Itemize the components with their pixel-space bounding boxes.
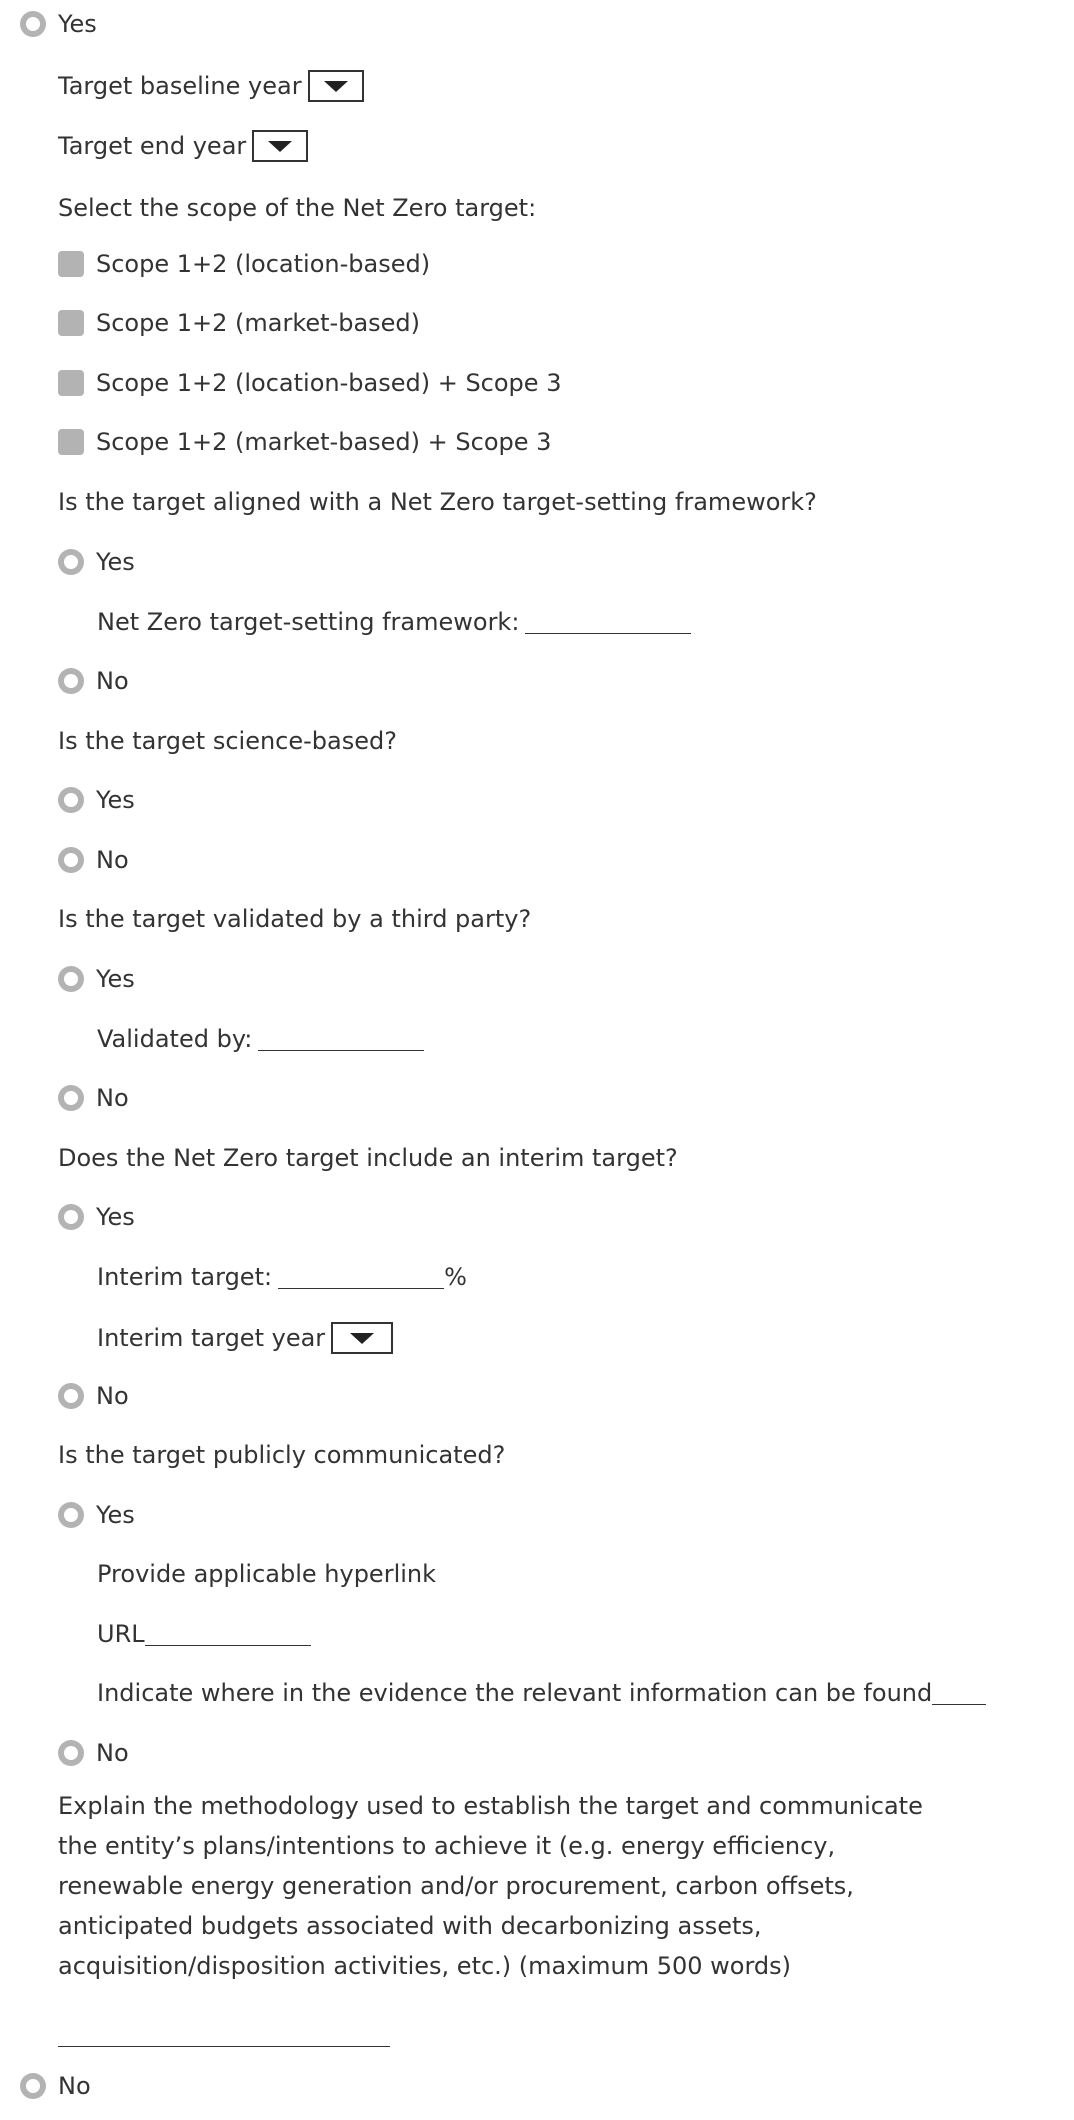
validated-no-label: No	[96, 1084, 129, 1112]
validated-field-row	[97, 1025, 424, 1053]
science-yes-radio[interactable]	[58, 787, 84, 813]
evidence-input[interactable]	[932, 1682, 986, 1705]
validated-no-option[interactable]	[58, 1084, 129, 1112]
hyperlink-label: Provide applicable hyperlink	[97, 1560, 437, 1588]
scope-label: Scope 1+2 (market-based)	[96, 309, 421, 337]
interim-no-option[interactable]	[58, 1382, 129, 1410]
interim-target-label: Interim target:	[97, 1263, 273, 1291]
scope-option[interactable]	[58, 250, 430, 278]
interim-target-input[interactable]	[278, 1266, 444, 1289]
net-zero-no-option[interactable]	[20, 2072, 91, 2100]
validated-question: Is the target validated by a third party?	[58, 905, 532, 933]
validated-yes-label: Yes	[96, 965, 135, 993]
framework-yes-label: Yes	[96, 548, 135, 576]
interim-target-row	[97, 1263, 467, 1291]
public-question: Is the target publicly communicated?	[58, 1441, 506, 1469]
framework-no-radio[interactable]	[58, 668, 84, 694]
interim-year-select[interactable]	[331, 1322, 393, 1354]
public-no-radio[interactable]	[58, 1740, 84, 1766]
evidence-label: Indicate where in the evidence the relevant information can be found	[97, 1679, 933, 1707]
framework-yes-radio[interactable]	[58, 549, 84, 575]
public-yes-radio[interactable]	[58, 1502, 84, 1528]
framework-field-label: Net Zero target-setting framework:	[97, 608, 520, 636]
net-zero-yes-label: Yes	[58, 10, 97, 38]
interim-question: Does the Net Zero target include an interim target?	[58, 1144, 678, 1172]
net-zero-no-label: No	[58, 2072, 91, 2100]
scope-question: Select the scope of the Net Zero target:	[58, 194, 537, 222]
framework-field-row	[97, 608, 691, 636]
evidence-row	[97, 1679, 986, 1707]
net-zero-yes-option[interactable]	[20, 10, 97, 38]
methodology-description: Explain the methodology used to establish the target and communicate the entity’s plans/intentions to achieve it (e.g. energy efficiency, renewable energy generation and/or procurement, carbon offsets, anticipated budgets associated with decarbonizing assets, acquisition/disposition activities, etc.) (maximum 500 words)	[58, 1792, 923, 1980]
science-question: Is the target science-based?	[58, 727, 397, 755]
baseline-year-label: Target baseline year	[58, 72, 302, 100]
end-year-label: Target end year	[58, 132, 247, 160]
scope-checkbox[interactable]	[58, 370, 84, 396]
validated-no-radio[interactable]	[58, 1085, 84, 1111]
interim-percent-suffix: %	[444, 1263, 467, 1291]
scope-label: Scope 1+2 (location-based)	[96, 250, 431, 278]
science-no-option[interactable]	[58, 846, 129, 874]
scope-checkbox[interactable]	[58, 310, 84, 336]
framework-input[interactable]	[525, 611, 691, 634]
scope-option[interactable]	[58, 309, 420, 337]
interim-year-label: Interim target year	[97, 1324, 326, 1352]
validated-yes-radio[interactable]	[58, 966, 84, 992]
public-no-option[interactable]	[58, 1739, 129, 1767]
net-zero-yes-radio[interactable]	[20, 11, 46, 37]
scope-checkbox[interactable]	[58, 251, 84, 277]
science-yes-option[interactable]	[58, 786, 135, 814]
scope-label: Scope 1+2 (location-based) + Scope 3	[96, 369, 562, 397]
methodology-input[interactable]	[58, 2020, 390, 2047]
validated-yes-option[interactable]	[58, 965, 135, 993]
scope-label: Scope 1+2 (market-based) + Scope 3	[96, 428, 552, 456]
public-no-label: No	[96, 1739, 129, 1767]
url-input[interactable]	[145, 1623, 311, 1646]
scope-checkbox[interactable]	[58, 429, 84, 455]
framework-no-option[interactable]	[58, 667, 129, 695]
public-yes-option[interactable]	[58, 1501, 135, 1529]
net-zero-no-radio[interactable]	[20, 2073, 46, 2099]
science-yes-label: Yes	[96, 786, 135, 814]
validated-field-label: Validated by:	[97, 1025, 253, 1053]
interim-yes-label: Yes	[96, 1203, 135, 1231]
science-no-label: No	[96, 846, 129, 874]
interim-yes-option[interactable]	[58, 1203, 135, 1231]
framework-question: Is the target aligned with a Net Zero target-setting framework?	[58, 488, 817, 516]
interim-no-radio[interactable]	[58, 1383, 84, 1409]
interim-yes-radio[interactable]	[58, 1204, 84, 1230]
url-row	[97, 1620, 311, 1648]
url-label: URL	[97, 1620, 145, 1648]
framework-yes-option[interactable]	[58, 548, 135, 576]
end-year-select[interactable]	[252, 130, 308, 162]
scope-option[interactable]	[58, 428, 551, 456]
baseline-year-row	[58, 70, 364, 102]
interim-year-row	[97, 1322, 393, 1354]
framework-no-label: No	[96, 667, 129, 695]
science-no-radio[interactable]	[58, 847, 84, 873]
end-year-row	[58, 130, 308, 162]
baseline-year-select[interactable]	[308, 70, 364, 102]
interim-no-label: No	[96, 1382, 129, 1410]
public-yes-label: Yes	[96, 1501, 135, 1529]
scope-option[interactable]	[58, 369, 561, 397]
validated-by-input[interactable]	[258, 1028, 424, 1051]
